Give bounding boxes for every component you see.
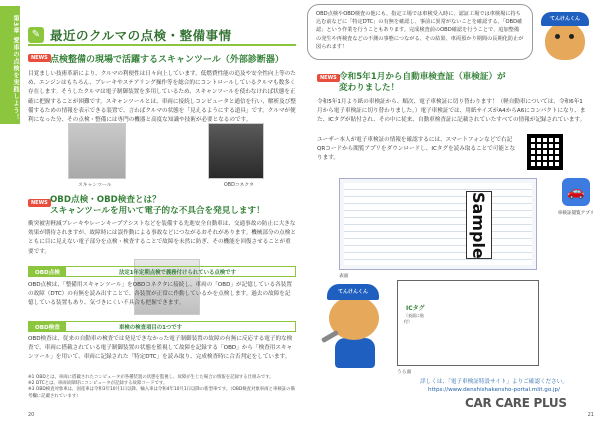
left-page [22,0,297,424]
mascot-hat: てんけんくん [541,12,589,26]
obd-exam-desc: 車検の検査項目の1つです [119,325,183,331]
app-caption: 車検証閲覧アプリ [557,211,595,216]
footnote: ※2 DTCとは、車両故障時にコンピュータが記録する故障コードです。 [28,381,168,387]
footnotes [28,375,296,400]
obd-connector-photo [208,123,264,179]
news-tag: NEWS [28,54,51,62]
footnote: ※3 OBD検査対象車は、国産車は令和3年10月1日以降、輸入車は令和4年10月1日以降の新型車です。（OBD検査対象車両と車検証の備考欄に記載されています） [28,387,295,399]
speech-bubble [307,4,533,60]
ic-tag-sub: （表面に貼付） [404,313,424,324]
certificate-form-lines [344,183,532,265]
obd-inspection-label: OBD点検 [29,267,66,276]
wrench-icon: ✎ [28,27,44,43]
obd-inspection-body: OBD点検は、「整備用スキャンツール」をOBDコネクタに接続し、車両の「OBD」が記憶している各装置の故障（DTC）の有無を読み出すことで、各装置が正常に作動しているかを点検します。過去の故障を記憶している装置もあり、気づきにくい不具合も把握できます。 [28,282,292,307]
mascot-eye [569,34,574,39]
chapter-tab: 第3章 愛車の点検を実践しよう！ [0,6,20,124]
mascot-eye [555,34,560,39]
footer-note [399,378,589,394]
mascot-head [545,22,585,60]
certificate-back-image [397,280,539,366]
section-heading: 点検整備の現場で活躍するスキャンツール（外部診断器） [50,55,284,65]
car-care-plus-logo: CAR CARE PLUS [465,396,567,410]
page-number-left: 20 [28,412,35,418]
section-body: 令和5年1月より紙の車検証から、順次、電子車検証に切り替わります！（軽自動車については、令和6年1月から電子車検証に切り替わりました。）電子車検証では、用紙サイズがA4からA6にコンパクトになり、また、ICタグが貼付され、その中に従来、自動車検査証に記載されていたすべての情報が記録されています。 [317,99,586,124]
certificate-front-image [339,178,537,270]
obd-exam-label-row [28,321,296,332]
section-body: 衝突被害軽減ブレーキやレーンキープアシストなどを装備する先進安全自動車は、交通事故の防止に大きな効果が期待されますが、故障時には誤作動による事故などにつながるおそれがあります。機械部分の点検とともに目に見えない電子部分を点検・検査することで故障を未然に防ぎ、その機能を回復させることが重要です。 [28,221,296,255]
section-heading-2: 変わりました！ [339,83,400,93]
section-heading-1: OBD点検・OBD検査とは？ [50,195,161,205]
obd-inspection-label-row [28,266,296,277]
page-title: 最近のクルマの点検・整備事情 [50,28,232,43]
photo-row [28,123,296,189]
certificate-back-caption: うら面 [397,370,412,375]
obd-exam-label: OBD検査 [29,322,66,331]
qr-code[interactable] [527,134,563,170]
obd-inspection-desc: 法定1年定期点検で義務付けられている点検です [119,270,236,276]
mascot-mechanic-illustration [321,284,391,370]
ic-tag-label: ICタグ [406,305,425,312]
bubble-text: OBD点検やOBD検査の他にも、指定工場では車検受入時に、認証工場では車検場に持ち込む前などに「特定DTC」の有無を確認し、事前に異常がないことを確認する、「OBD確認」という作業を行うこともあります。完成検査前のOBD確認を行うことで、追加整備の発生や再検査などの不測の事態につながる、その結果、車両預かり期間の長期化防止が図られます！ [316,11,524,50]
section-heading-2: スキャンツールを用いて電子的な不具合を発見します！ [50,206,265,216]
news-tag: NEWS [28,199,51,207]
section-body-2: ユーザー本人が電子車検証の情報を確認するには、スマートフォンなどで右記QRコードから閲覧アプリをダウンロードし、ICタグを読み取ることで可能となります。 [317,137,516,162]
certificate-front-caption: 表面 [339,274,349,279]
footer-url-link[interactable]: https://www.denshishakensho-portal.mlit.go.jp/ [428,387,560,393]
page-number-right: 21 [587,412,594,418]
news-tag: NEWS [317,74,340,82]
mascot-hat: てんけんくん [327,284,379,300]
scan-tool-photo [68,123,126,179]
scan-tool-caption: スキャンツール [78,183,112,188]
section-heading-1: 令和5年1月から自動車検査証（車検証）が [339,72,506,82]
car-app-icon: 🚗 [562,178,590,206]
obd-exam-body: OBD検査は、従来の自動車の検査では発見できなかった電子制御装置の故障の有無に反応する電子的な検査で、車両に搭載されている電子制御装置の状態を監視して故障を記録する「OBD」から「検査用スキャンツール」を用いて、車両に記録された「特定DTC」を読み取り、完成検査時に合否判定をしています。 [28,336,293,361]
mascot-body [335,338,375,368]
obd-connector-caption: OBDコネクタ [224,183,254,188]
footer-line: 詳しくは、「電子車検証特設サイト」よりご確認ください。 [420,379,568,385]
right-page [303,0,600,424]
footnote: ※1 OBDとは、車両に搭載されたコンピュータが各種装置の状態を監視し、故障が生じた場合の情報を記録する仕組みです。 [28,375,274,380]
sample-stamp: Sample [466,191,492,259]
mascot-illustration [535,6,595,68]
page-title-band [28,24,296,46]
section-body: 目覚ましい技術革新により、クルマの利便性は日々向上しています。低燃費性能の追及や安全性向上等のため、エンジンはもちろん、ブレーキやステアリング操作等を総合的にコントロールしているクルマも数多く存在します。そうしたクルマは電子制御装置を多用しているため、スキャンツールを使わなければ状態を正確に把握することが困難です。スキャンツールとは、車両に接続しコンピュータと通信を行い、解析及び整備するための情報を表示できる装置で、言わばクルマの状態を「見えるようにする道具」です。クルマが便利になった分、その点検・整備には専門の機器と高度な知識や技術が必要となるのです。 [28,71,296,124]
